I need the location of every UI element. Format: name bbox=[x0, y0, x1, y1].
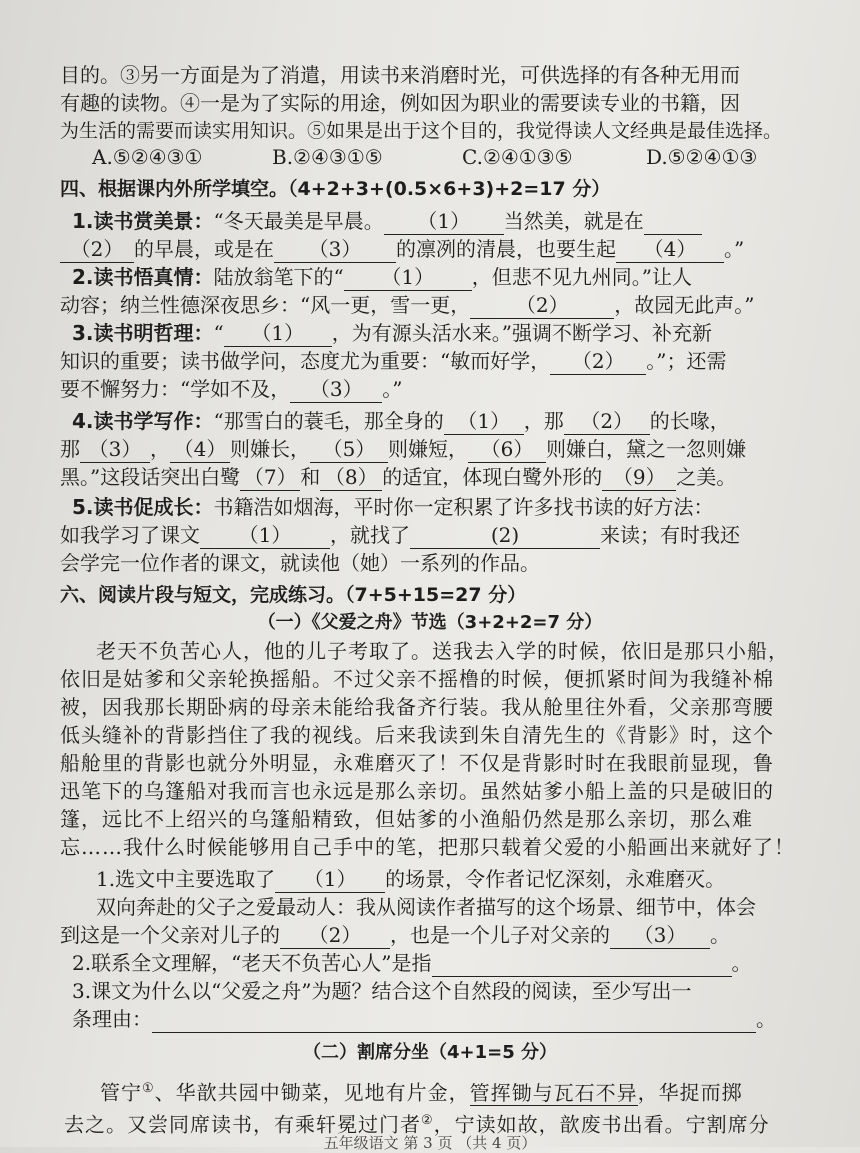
p1-q1-line-1 bbox=[96, 866, 725, 893]
passage-1-line-8: 忘……我什么时候能够用自己手中的笔，把那只载着父爱的小船画出来就好了！ bbox=[60, 835, 795, 859]
s4-q3-blank-2[interactable]: （2） bbox=[550, 348, 646, 375]
s4-q3-line-3 bbox=[60, 376, 402, 403]
s4-q1-blank-2[interactable]: （2） bbox=[60, 236, 134, 263]
passage-2-title: （二）割席分坐（4+1=5 分） bbox=[302, 1042, 557, 1063]
s4-q4-text-7: 则嫌短， bbox=[388, 437, 468, 461]
s4-q2-line-1 bbox=[72, 264, 692, 291]
passage-1-line-7: 篷，远比不上绍兴的乌篷船精致，但姑爹的小渔船仍然是那么亲切，那么难 bbox=[60, 807, 753, 831]
passage-1-line-6: 迅笔下的乌篷船对我而言也永远是那么亲切。虽然姑爹小船上盖的只是破旧的 bbox=[60, 779, 774, 803]
p1-q2-line bbox=[72, 950, 752, 977]
s4-q4-text-4: 那 bbox=[60, 437, 80, 461]
p2-text-1b: 、华歆共园中锄菜，见地有片金， bbox=[154, 1080, 470, 1105]
s4-q5-text-2: 如我学习了课文 bbox=[60, 523, 200, 547]
s4-q1-blank-4[interactable]: （4） bbox=[616, 236, 724, 263]
s4-q4-text-1: “那雪白的蓑毛，那全身的 bbox=[213, 409, 444, 433]
q3-option-b: B.②④③①⑤ bbox=[272, 145, 383, 169]
passage-2-line-1 bbox=[100, 1076, 743, 1106]
s4-q3-text-1: “ bbox=[213, 321, 224, 345]
p2-underlined-sentence: 管挥锄与瓦石不异 bbox=[469, 1080, 638, 1105]
s4-q4-blank-2[interactable]: （2） bbox=[564, 408, 650, 435]
s4-q4-line-1 bbox=[72, 408, 730, 435]
s4-q4-blank-1[interactable]: （1） bbox=[444, 408, 524, 435]
s4-q4-text-3: 的长喙， bbox=[649, 409, 730, 433]
passage-1-line-2: 依旧是姑爹和父亲轮换摇船。不过父亲不摇橹的时候，便抓紧时间为我缝补棉 bbox=[60, 667, 774, 691]
p1-q1-text-4: 到这是一个父亲对儿子的 bbox=[60, 923, 280, 947]
p2-footnote-1: ① bbox=[142, 1081, 155, 1096]
s4-q4-blank-9[interactable]: （9） bbox=[602, 464, 676, 491]
s4-q4-text-12: 之美。 bbox=[676, 465, 737, 489]
s4-q3-text-4: 。”；还需 bbox=[646, 349, 727, 373]
s4-q1-line-1 bbox=[72, 208, 702, 235]
s4-q3-blank-1[interactable]: （1） bbox=[224, 320, 332, 347]
s4-q4-line-2 bbox=[60, 436, 746, 463]
s4-q3-label: 3.读书明哲理： bbox=[72, 321, 214, 345]
p1-q1-line-3 bbox=[60, 922, 730, 949]
q3-option-a: A.⑤②④③① bbox=[92, 145, 203, 169]
s4-q3-line-2 bbox=[60, 348, 726, 375]
s4-q5-line-1 bbox=[72, 494, 714, 520]
s4-q4-text-5: ， bbox=[150, 437, 170, 461]
s4-q4-label: 4.读书学写作： bbox=[72, 409, 214, 433]
s4-q3-text-2: ，为有源头活水来。”强调不断学习、补充新 bbox=[331, 321, 712, 345]
p1-q1-text-5: ，也是一个儿子对父亲的 bbox=[390, 923, 610, 947]
p1-q1-blank-1[interactable]: （1） bbox=[275, 866, 385, 893]
s4-q4-text-11: 的适宜，体现白鹭外形的 bbox=[382, 465, 603, 489]
page-footer: 五年级语文 第 3 页 （共 4 页） bbox=[323, 1134, 537, 1152]
s4-q3-text-3: 知识的重要；读书做学问，态度尤为重要：“敏而好学， bbox=[60, 349, 551, 373]
p2-footnote-2: ② bbox=[421, 1113, 434, 1128]
p1-q1-text-6: 。 bbox=[710, 923, 730, 947]
s4-q4-text-8: 则嫌白，黛之一忽则嫌 bbox=[546, 437, 746, 461]
s4-q3-text-5: 要不懈努力：“学如不及， bbox=[60, 377, 291, 401]
p1-q3-line-1: 3.课文为什么以“父爱之舟”为题？结合这个自然段的阅读，至少写出一 bbox=[72, 979, 692, 1003]
s4-q2-blank-2[interactable]: （2） bbox=[470, 292, 614, 319]
passage-1-line-3: 被，因我那长期卧病的母亲未能给我备齐行装。我从舱里往外看，父亲那弯腰 bbox=[60, 695, 774, 719]
p1-q1-blank-3[interactable]: （3） bbox=[610, 922, 710, 949]
p1-q3-answer-blank[interactable] bbox=[152, 1006, 756, 1033]
s4-q2-label: 2.读书悟真情： bbox=[72, 265, 214, 289]
s4-q5-text-4: 来读；有时我还 bbox=[600, 523, 740, 547]
s4-q4-blank-4[interactable]: （4） bbox=[170, 436, 230, 463]
s4-q1-text-2: 当然美，就是在 bbox=[503, 209, 644, 233]
s4-q2-text-3: 动容；纳兰性德深夜思乡：“风一更，雪一更， bbox=[60, 293, 471, 317]
q3-option-c: C.②④①③⑤ bbox=[462, 145, 573, 169]
p1-q3-label: 条理由： bbox=[72, 1007, 152, 1031]
s4-q2-line-2 bbox=[60, 292, 754, 319]
s4-q4-text-10: 和 bbox=[300, 465, 321, 489]
passage-1-line-4: 低头缝补的背影挡住了我的视线。后来我读到朱自清先生的《背影》时，这个 bbox=[60, 723, 774, 747]
passage-1-line-1: 老天不负苦心人，他的儿子考取了。送我去入学的时候，依旧是那只小船， bbox=[96, 639, 789, 663]
p2-text-1a: 管宁 bbox=[100, 1080, 142, 1105]
s4-q4-blank-8[interactable]: （8） bbox=[320, 464, 382, 491]
p1-q1-text-2: 的场景，令作者记忆深刻，永难磨灭。 bbox=[385, 867, 726, 891]
s4-q3-blank-3[interactable]: （3） bbox=[290, 376, 382, 403]
q3-text-line-3: 为生活的需要而读实用知识。⑤如果是出于这个目的，我觉得读人文经典是最佳选择。 bbox=[60, 120, 783, 142]
p1-q1-blank-2[interactable]: （2） bbox=[280, 922, 390, 949]
s4-q4-blank-3[interactable]: （3） bbox=[80, 436, 150, 463]
q3-text-line-1: 目的。③另一方面是为了消遣，用读书来消磨时光，可供选择的有各种无用而 bbox=[60, 63, 740, 87]
s4-q4-blank-6[interactable]: （6） bbox=[468, 436, 546, 463]
s4-q2-blank-1[interactable]: （1） bbox=[344, 264, 472, 291]
s4-q1-blank-1[interactable]: （1） bbox=[384, 208, 504, 235]
p1-q3-line-2 bbox=[72, 1006, 776, 1033]
q3-option-d: D.⑤②④①③ bbox=[646, 145, 758, 169]
s4-q1-line-2 bbox=[60, 236, 744, 263]
s4-q5-label: 5.读书促成长： bbox=[72, 495, 214, 519]
s4-q1-text-3: 的早晨，或是在 bbox=[134, 237, 274, 261]
s4-q1-blank-3[interactable]: （3） bbox=[274, 236, 396, 263]
s4-q2-text-4: ，故园无此声。” bbox=[614, 293, 755, 317]
s4-q1-label: 1.读书赏美景： bbox=[72, 209, 214, 233]
p1-q3-end: 。 bbox=[756, 1007, 776, 1031]
s4-q5-blank-2[interactable]: (2) bbox=[410, 522, 600, 549]
s4-q5-text-3: ，就找了 bbox=[330, 523, 410, 547]
p2-text-2a: 去之。又尝同席读书，有乘轩冕过门者 bbox=[64, 1112, 421, 1137]
s4-q5-line-3: 会学完一位作者的课文，就读他（她）一系列的作品。 bbox=[60, 551, 540, 575]
s4-q2-text-1: 陆放翁笔下的“ bbox=[213, 265, 344, 289]
s4-q1-text-1: “冬天最美是早晨。 bbox=[213, 209, 384, 233]
s4-q1-blank-2-start[interactable] bbox=[644, 208, 702, 235]
p2-text-2b: ，宁读如故，歆废书出看。宁割席分 bbox=[433, 1112, 770, 1137]
p1-q2-text: 2.联系全文理解，“老天不负苦心人”是指 bbox=[72, 951, 432, 975]
p1-q1-text-1: 1.选文中主要选取了 bbox=[96, 867, 276, 891]
s4-q1-text-5: 。” bbox=[724, 237, 745, 261]
s4-q5-line-2 bbox=[60, 522, 740, 549]
q3-text-line-2: 有趣的读物。④一是为了实际的用途，例如因为职业的需要读专业的书籍，因 bbox=[60, 91, 740, 115]
s4-q4-text-2: ，那 bbox=[523, 409, 564, 433]
s4-q4-text-9: 黑。”这段话突出白鹭 bbox=[60, 465, 241, 489]
p1-q2-answer-blank[interactable] bbox=[432, 950, 732, 977]
p1-q1-line-2: 双向奔赴的父子之爱最动人：我从阅读作者描写的这个场景、细节中，体会 bbox=[96, 895, 756, 919]
s4-q4-line-3 bbox=[60, 464, 736, 491]
s4-q3-text-6: 。” bbox=[382, 377, 403, 401]
s4-q3-line-1 bbox=[72, 320, 712, 347]
s4-q5-text-1: 书籍浩如烟海，平时你一定积累了许多找书读的好方法： bbox=[213, 495, 714, 519]
s4-q4-blank-7[interactable]: （7） bbox=[240, 464, 300, 491]
section-4-heading: 四、根据课内外所学填空。（4+2+3+(0.5×6+3)+2=17 分） bbox=[60, 178, 611, 200]
s4-q4-blank-5[interactable]: （5） bbox=[310, 436, 388, 463]
passage-1-title: （一）《父爱之舟》节选（3+2+2=7 分） bbox=[257, 612, 603, 633]
passage-1-line-5: 船舱里的背影也就分外明显，永难磨灭了！不仅是背影时时在我眼前显现，鲁 bbox=[60, 751, 774, 775]
s4-q2-text-2: ，但悲不见九州同。”让人 bbox=[471, 265, 692, 289]
s4-q4-text-6: 则嫌长， bbox=[230, 437, 310, 461]
p1-q2-end: 。 bbox=[731, 951, 752, 975]
section-6-heading: 六、阅读片段与短文，完成练习。（7+5+15=27 分） bbox=[60, 584, 527, 606]
s4-q1-text-4: 的凛冽的清晨，也要生起 bbox=[396, 237, 616, 261]
p2-text-1c: ，华捉而掷 bbox=[637, 1080, 743, 1105]
s4-q5-blank-1[interactable]: （1） bbox=[200, 522, 330, 549]
